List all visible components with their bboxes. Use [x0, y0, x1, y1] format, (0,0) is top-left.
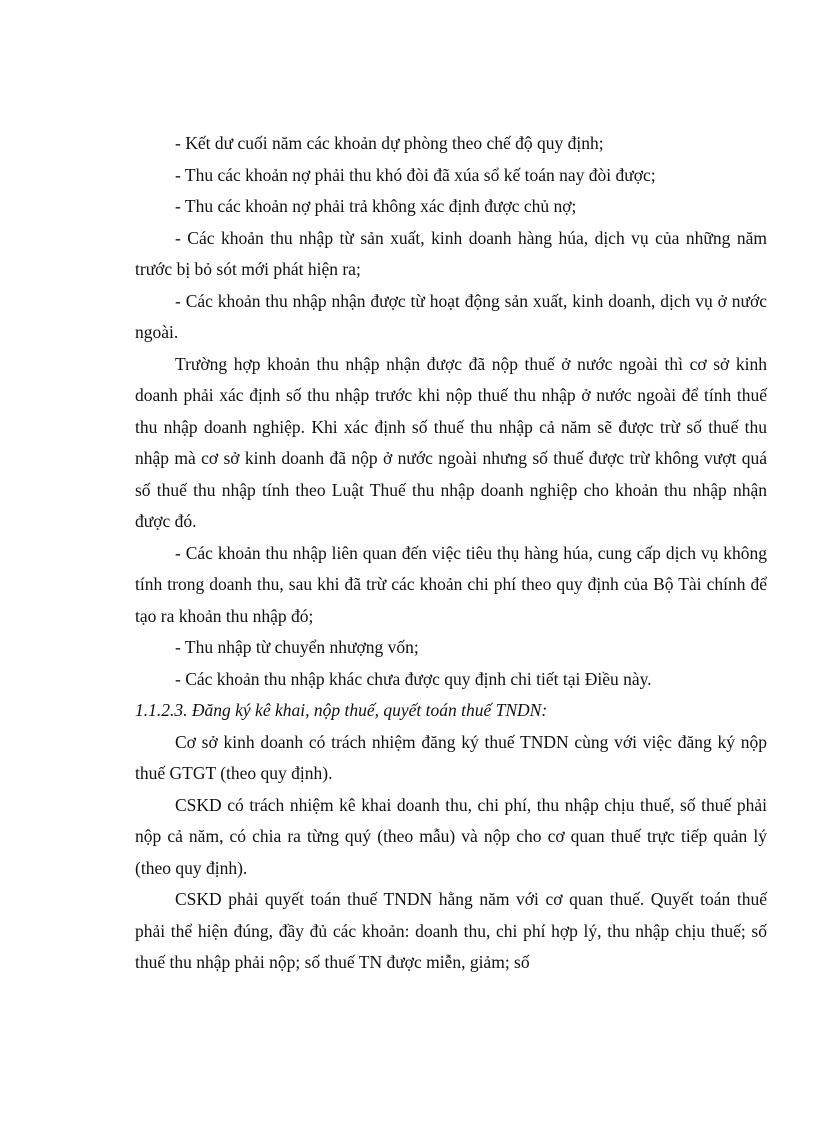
paragraph-omitted-income: - Các khoản thu nhập từ sản xuất, kinh doanh hàng húa, dịch vụ của những năm trước bị bỏ sót mới phát hiện ra;	[135, 227, 767, 279]
paragraph-foreign-income: - Các khoản thu nhập nhận được từ hoạt động sản xuất, kinh doanh, dịch vụ ở nước ngoài.	[135, 290, 767, 342]
paragraph-capital-transfer: - Thu nhập từ chuyển nhượng vốn;	[175, 637, 419, 657]
paragraph-settlement: CSKD phải quyết toán thuế TNDN hằng năm với cơ quan thuế. Quyết toán thuế phải thể hiện đúng, đầy đủ các khoản: doanh thu, chi phí hợp lý, thu nhập chịu thuế; số thuế thu nhập phải nộp; số thuế TN được miễn, giảm; số	[135, 889, 767, 972]
paragraph-other-income: - Các khoản thu nhập khác chưa được quy định chi tiết tại Điều này.	[175, 668, 652, 689]
paragraph-registration: Cơ sở kinh doanh có trách nhiệm đăng ký thuế TNDN cùng với việc đăng ký nộp thuế GTGT (theo quy định).	[135, 731, 767, 783]
paragraph-foreign-tax-case: Trường hợp khoản thu nhập nhận được đã nộp thuế ở nước ngoài thì cơ sở kinh doanh phải xác định số thu nhập trước khi nộp thuế thu nhập ở nước ngoài để tính thuế thu nhập doanh nghiệp. Khi xác định số thuế thu nhập cả năm sẽ được trừ số thuế thu nhập mà cơ sở kinh doanh đã nộp ở nước ngoài nhưng số thuế được trừ không vượt quá số thuế thu nhập tính theo Luật Thuế thu nhập doanh nghiệp cho khoản thu nhập nhận được đó.	[135, 353, 767, 531]
paragraph-declaration: CSKD có trách nhiệm kê khai doanh thu, chi phí, thu nhập chịu thuế, số thuế phải nộp cả năm, có chia ra từng quý (theo mẫu) và nộp cho cơ quan thuế trực tiếp quản lý (theo quy định).	[135, 794, 767, 878]
document-page	[135, 128, 767, 979]
paragraph-bad-debt-recovery: - Thu các khoản nợ phải thu khó đòi đã xúa sổ kế toán nay đòi được;	[175, 164, 656, 185]
paragraph-reserve-balance: - Kết dư cuối năm các khoản dự phòng theo chế độ quy định;	[175, 133, 604, 153]
paragraph-related-income: - Các khoản thu nhập liên quan đến việc tiêu thụ hàng húa, cung cấp dịch vụ không tính trong doanh thu, sau khi đã trừ các khoản chi phí theo quy định của Bộ Tài chính để tạo ra khoản thu nhập đó;	[135, 542, 767, 626]
paragraph-unknown-creditor: - Thu các khoản nợ phải trả không xác định được chủ nợ;	[175, 196, 577, 216]
section-heading: 1.1.2.3. Đăng ký kê khai, nộp thuế, quyết toán thuế TNDN:	[135, 700, 548, 720]
